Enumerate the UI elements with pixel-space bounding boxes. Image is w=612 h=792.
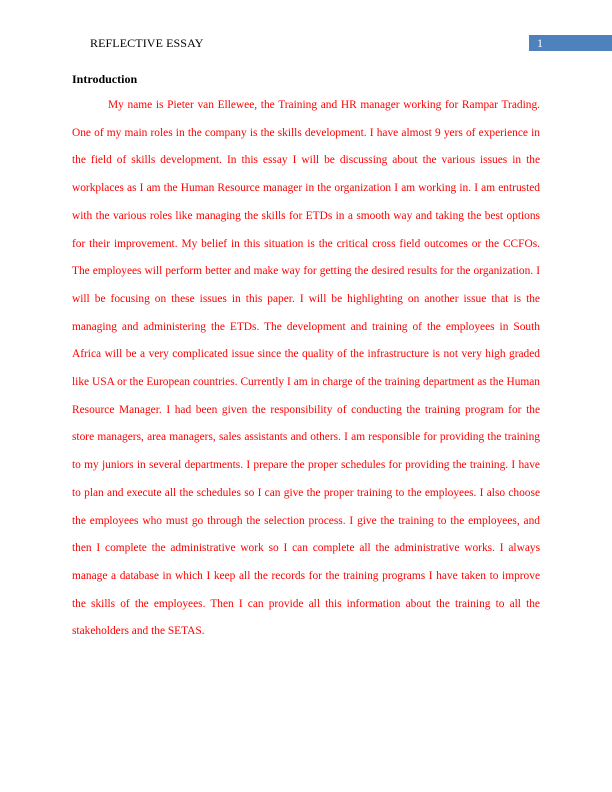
running-head: REFLECTIVE ESSAY [90, 36, 204, 50]
page-number-badge [529, 35, 612, 51]
body-paragraph: My name is Pieter van Ellewee, the Training and HR manager working for Rampar Trading. One of my main roles in the company is the skills development. I have almost 9 yers of experience in the field of skills development. In this essay I will be discussing about the various issues in the workplaces as I am the Human Resource manager in the organization I am working in. I am entrusted with the various roles like managing the skills for ETDs in a smooth way and taking the best options for their improvement. My belief in this situation is the critical cross field outcomes or the CCFOs. The employees will perform better and make way for getting the desired results for the organization. I will be focusing on these issues in this paper. I will be highlighting on another issue that is the managing and administering the ETDs. The development and training of the employees in South Africa will be a very complicated issue since the quality of the infrastructure is not very high graded like USA or the European countries. Currently I am in charge of the training department as the Human Resource Manager. I had been given the responsibility of conducting the training program for the store managers, area managers, sales assistants and others. I am responsible for providing the training to my juniors in several departments. I prepare the proper schedules for providing the training. I have to plan and execute all the schedules so I can give the proper training to the employees. I also choose the employees who must go through the selection process. I give the training to the employees, and then I complete the administrative work so I can complete all the administrative works. I always manage a database in which I keep all the records for the training programs I have taken to improve the skills of the employees. Then I can provide all this information about the training to all the stakeholders and the SETAS. [72, 99, 540, 638]
page-number: 1 [537, 36, 543, 50]
section-heading: Introduction [72, 72, 138, 86]
